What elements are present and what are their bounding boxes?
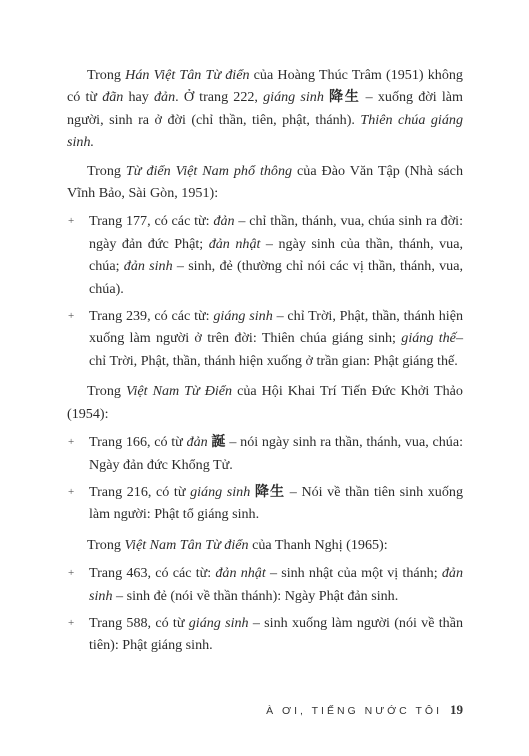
text-run: – sinh xuống làm người (nói về thần tiên): Phật giáng sinh. <box>89 614 464 654</box>
bullet-marker: + <box>68 215 75 228</box>
bullet-marker: + <box>68 436 75 449</box>
text-run: Trong <box>87 162 126 179</box>
term: giáng sinh <box>190 483 251 500</box>
list-item <box>67 562 463 607</box>
term: đãn <box>102 89 124 106</box>
term: đản nhật <box>208 235 261 252</box>
text-run: Trong <box>87 67 126 83</box>
book-title: Từ điển Việt Nam phổ thông <box>125 162 293 179</box>
term: giáng thế <box>401 330 456 347</box>
term: đản sinh <box>89 565 463 604</box>
paragraph-han-viet-tan-tu-dien <box>67 64 463 154</box>
list-item <box>67 481 463 526</box>
term: đản <box>154 89 176 106</box>
han-characters: 誕 <box>207 434 226 451</box>
text-run: – chỉ thần, thánh, vua, chúa sinh ra đời: ngày đản đức Phật; <box>89 213 463 252</box>
text-run: – xuống đời làm người, sinh ra ở đời (chỉ thần, tiên, phật, thánh). <box>67 89 463 128</box>
text-run: – ngày sinh của thần, thánh, vua, chúa; <box>89 235 463 275</box>
term: giáng sinh <box>213 308 273 325</box>
term: đản <box>186 434 208 451</box>
paragraph-tu-dien-viet-nam-pho-thong <box>67 160 463 205</box>
bullet-marker: + <box>68 567 75 580</box>
book-title: Việt Nam Từ Điển <box>125 383 233 400</box>
bullet-marker: + <box>68 616 75 629</box>
bullet-list-1 <box>67 210 463 372</box>
text-run: – chỉ Trời, Phật, thần, thánh hiện xuống làm người ở trên đời: Thiên chúa giáng sinh; <box>89 308 464 347</box>
bullet-list-3 <box>67 562 463 657</box>
text-run: – sinh nhật của một vị thánh; <box>265 565 442 582</box>
page-number: 19 <box>450 702 463 717</box>
han-characters: 降生 <box>323 89 361 106</box>
term: giáng sinh <box>263 89 324 106</box>
text-run: của Hội Khai Trí Tiến Đức Khởi Thảo (1954): <box>67 383 463 422</box>
text-run: Trang 177, có các từ: <box>89 213 214 230</box>
text-run: – sinh đẻ (nói về thần thánh): Ngày Phật đản sinh. <box>112 587 399 604</box>
paragraph-viet-nam-tan-tu-dien <box>67 534 463 556</box>
text-run: – nói ngày sinh ra thần, thánh, vua, chúa: Ngày đản đức Khổng Tử. <box>89 434 463 473</box>
term: đản nhật <box>215 565 266 582</box>
list-item <box>67 612 463 657</box>
text-run: của Đào Văn Tập (Nhà sách Vĩnh Bảo, Sài Gòn, 1951): <box>67 162 463 202</box>
bullet-list-2 <box>67 431 463 526</box>
example: Thiên chúa giáng sinh. <box>67 111 463 151</box>
text-run: Trong <box>87 536 125 553</box>
text-run: Trang 239, có các từ: <box>89 308 214 325</box>
text-run: Trang 463, có các từ: <box>89 565 216 582</box>
list-item <box>67 305 463 372</box>
list-item <box>67 210 463 300</box>
han-characters: 降生 <box>250 483 286 500</box>
text-run: Trang 166, có từ <box>89 434 187 451</box>
running-title: À ƠI, TIẾNG NƯỚC TÔI <box>266 705 442 717</box>
text-run: hay <box>123 89 154 106</box>
term: đản sinh <box>123 258 173 275</box>
text-run: Trang 588, có từ <box>89 614 189 631</box>
text-run: Trong <box>87 383 126 400</box>
term: giáng sinh <box>188 614 249 631</box>
paragraph-viet-nam-tu-dien <box>67 380 463 425</box>
text-run: – chỉ Trời, Phật, thần, thánh hiện xuống ở trần gian: Phật giáng thế. <box>89 330 463 369</box>
book-title: Hán Việt Tân Từ điển <box>125 67 250 83</box>
page-body <box>67 64 463 665</box>
text-run: – sinh, đẻ (thường chỉ nói các vị thần, thánh, vua, chúa). <box>89 258 463 297</box>
book-title: Việt Nam Tân Từ điển <box>124 536 249 553</box>
page-footer <box>67 702 463 718</box>
list-item <box>67 431 463 476</box>
text-run: của Hoàng Thúc Trâm (1951) không có từ <box>67 67 463 106</box>
text-run: . Ở trang 222, <box>175 89 264 106</box>
text-run: Trang 216, có từ <box>89 483 191 500</box>
bullet-marker: + <box>68 310 75 323</box>
text-run: của Thanh Nghị (1965): <box>248 536 388 553</box>
text-run: – Nói về thần tiên sinh xuống làm người: Phật tổ giáng sinh. <box>89 483 463 523</box>
term: đản <box>213 213 235 230</box>
bullet-marker: + <box>68 485 75 498</box>
